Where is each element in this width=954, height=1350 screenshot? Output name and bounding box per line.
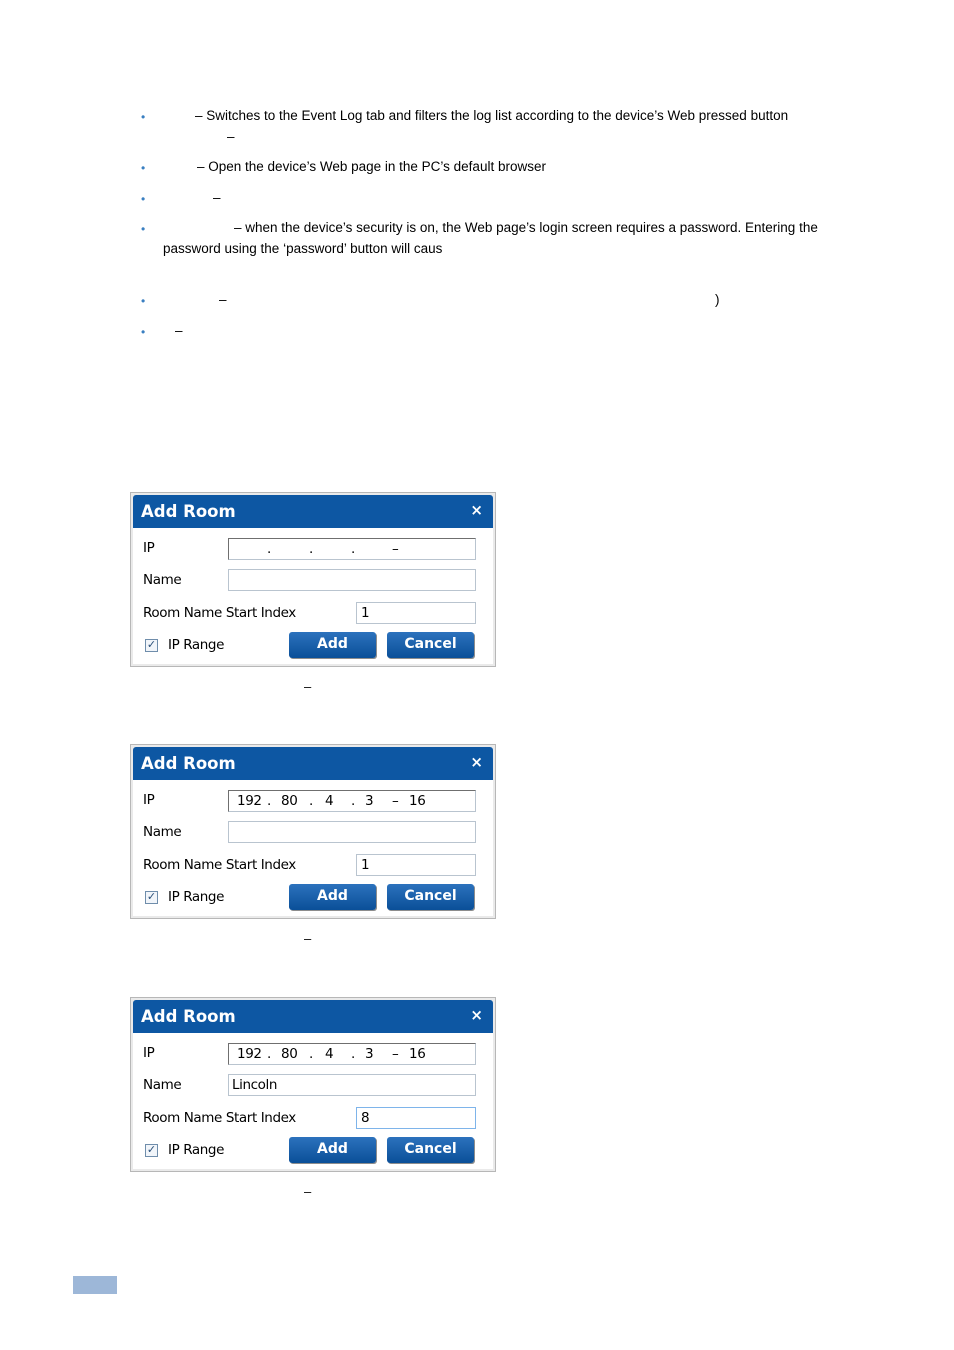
ip-octet-3: 4: [325, 793, 334, 809]
ip-range-checkbox[interactable]: ✓: [146, 891, 157, 903]
ip-sep-2: .: [309, 793, 313, 809]
ip-range-end: 16: [409, 1046, 426, 1062]
ip-sep-1: .: [267, 1046, 271, 1062]
bullet-3-marker: •: [141, 192, 146, 206]
bullet-1-continuation: –: [227, 129, 235, 144]
ip-range-dash: –: [392, 793, 399, 809]
ip-range-label: IP Range: [168, 637, 225, 653]
name-input[interactable]: [228, 821, 476, 843]
bullet-6-text: –: [175, 323, 183, 338]
ip-range-checkbox[interactable]: ✓: [146, 1144, 157, 1156]
name-input[interactable]: [228, 569, 476, 591]
ip-sep-2: .: [309, 1046, 313, 1062]
ip-range-label: IP Range: [168, 889, 225, 905]
add-room-dialog-empty: [130, 492, 496, 667]
dialog-title: Add Room: [141, 1007, 236, 1026]
start-index-value: 1: [361, 857, 370, 873]
dialog-title: Add Room: [141, 754, 236, 773]
name-label: Name: [143, 1077, 182, 1093]
start-index-label: Room Name Start Index: [143, 1110, 296, 1126]
ip-octet-4: 3: [365, 1046, 374, 1062]
dialog-title-bar: [133, 495, 493, 528]
bullet-6-marker: •: [141, 325, 146, 339]
ip-range-input[interactable]: [228, 1043, 476, 1065]
bullet-3-text: –: [213, 190, 221, 205]
figure-caption: –: [304, 1184, 312, 1199]
dialog-title: Add Room: [141, 502, 236, 521]
bullet-2-marker: •: [141, 161, 146, 175]
ip-sep-2: .: [309, 541, 313, 557]
ip-sep-3: .: [351, 793, 355, 809]
name-input[interactable]: [228, 1074, 476, 1096]
ip-range-input[interactable]: [228, 790, 476, 812]
start-index-value: 1: [361, 605, 370, 621]
start-index-label: Room Name Start Index: [143, 605, 296, 621]
ip-range-dash: –: [392, 1046, 399, 1062]
figure-caption: –: [304, 679, 312, 694]
ip-label: IP: [143, 540, 155, 556]
close-icon[interactable]: ×: [470, 753, 483, 771]
dialog-title-bar: [133, 1000, 493, 1033]
ip-label: IP: [143, 792, 155, 808]
dialog-body: [133, 528, 493, 664]
start-index-input[interactable]: [356, 602, 476, 624]
bullet-1-text: – Switches to the Event Log tab and filters the log list according to the device’s Web pressed button: [195, 108, 789, 123]
add-room-dialog-ip-entered: [130, 744, 496, 919]
close-icon[interactable]: ×: [470, 1006, 483, 1024]
add-room-dialog-filled: [130, 997, 496, 1172]
name-value: Lincoln: [232, 1077, 278, 1093]
cancel-button[interactable]: Cancel: [387, 632, 474, 658]
dialog-body: [133, 1033, 493, 1169]
ip-range-dash: –: [392, 541, 399, 557]
ip-sep-1: .: [267, 541, 271, 557]
bullet-5-text: –: [219, 292, 227, 307]
bullet-2-text: – Open the device’s Web page in the PC’s default browser: [197, 159, 546, 174]
ip-octet-1: 192: [237, 1046, 262, 1062]
close-icon[interactable]: ×: [470, 501, 483, 519]
ip-sep-3: .: [351, 541, 355, 557]
ip-octet-2: 80: [281, 793, 298, 809]
ip-range-checkbox[interactable]: ✓: [146, 639, 157, 651]
add-button[interactable]: Add: [289, 884, 376, 910]
start-index-value: 8: [361, 1110, 370, 1126]
cancel-button[interactable]: Cancel: [387, 1137, 474, 1163]
bullet-5-marker: •: [141, 294, 146, 308]
bullet-4-text: – when the device’s security is on, the Web page’s login screen requires a password. Entering the: [234, 220, 818, 235]
start-index-label: Room Name Start Index: [143, 857, 296, 873]
ip-sep-1: .: [267, 793, 271, 809]
dialog-title-bar: [133, 747, 493, 780]
ip-range-end: 16: [409, 793, 426, 809]
ip-octet-3: 4: [325, 1046, 334, 1062]
page-number-tab: [73, 1276, 117, 1294]
bullet-4-continuation: password using the ‘password’ button will caus: [163, 241, 443, 256]
ip-octet-2: 80: [281, 1046, 298, 1062]
cancel-button[interactable]: Cancel: [387, 884, 474, 910]
bullet-1-marker: •: [141, 110, 146, 124]
bullet-5-tail: ): [715, 292, 720, 307]
name-label: Name: [143, 572, 182, 588]
ip-sep-3: .: [351, 1046, 355, 1062]
ip-octet-4: 3: [365, 793, 374, 809]
ip-range-label: IP Range: [168, 1142, 225, 1158]
start-index-input[interactable]: [356, 854, 476, 876]
ip-range-input[interactable]: [228, 538, 476, 560]
ip-label: IP: [143, 1045, 155, 1061]
add-button[interactable]: Add: [289, 632, 376, 658]
add-button[interactable]: Add: [289, 1137, 376, 1163]
dialog-body: [133, 780, 493, 916]
figure-caption: –: [304, 931, 312, 946]
start-index-input[interactable]: [356, 1107, 476, 1129]
name-label: Name: [143, 824, 182, 840]
bullet-4-marker: •: [141, 222, 146, 236]
ip-octet-1: 192: [237, 793, 262, 809]
